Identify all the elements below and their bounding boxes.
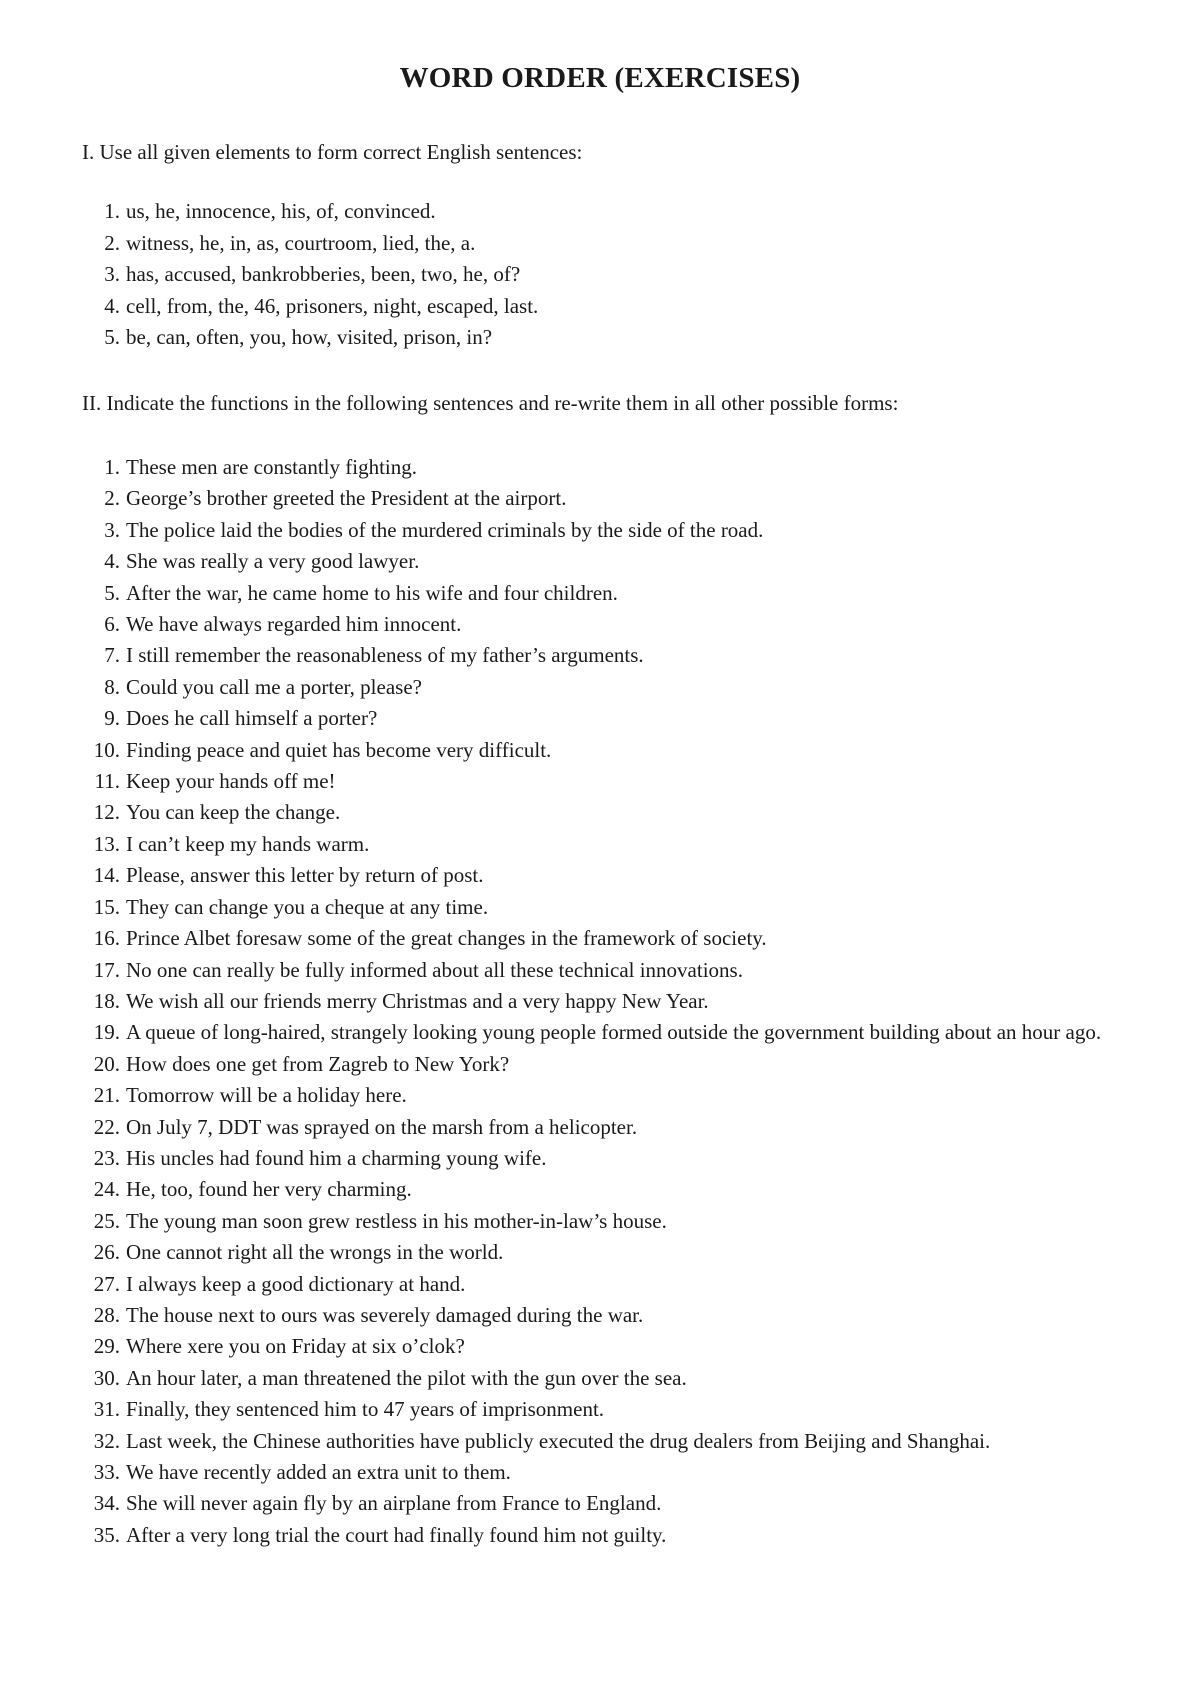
item-text: After a very long trial the court had finally found him not guilty. [126,1522,667,1547]
list-item [90,322,990,354]
item-number: 2. [104,486,120,511]
item-text: Last week, the Chinese authorities have publicly executed the drug dealers from Beijing and Shanghai. [126,1428,991,1453]
item-text: A queue of long-haired, strangely looking young people formed outside the government building about an hour ago. [126,1020,1102,1045]
item-text: How does one get from Zagreb to New York? [126,1051,510,1076]
item-text: You can keep the change. [126,800,341,825]
item-number: 6. [104,612,120,637]
list-item [90,1300,1102,1331]
item-text: witness, he, in, as, courtroom, lied, the, a. [126,230,476,255]
list-item [90,672,1102,703]
item-number: 31. [93,1397,120,1422]
item-number: 1. [104,199,120,223]
item-number: 5. [104,325,120,349]
item-number: 3. [104,262,120,286]
item-number: 33. [93,1460,120,1484]
section-2-heading: II. Indicate the functions in the following sentences and re-write them in all other possible forms: [82,391,899,415]
item-number: 22. [93,1114,120,1139]
list-item [90,578,1102,609]
item-number: 20. [93,1051,120,1076]
item-text: The police laid the bodies of the murdered criminals by the side of the road. [126,517,764,542]
list-item [90,1174,1102,1205]
item-number: 15. [93,894,120,919]
list-item [90,955,1102,986]
item-number: 21. [93,1083,120,1108]
item-text: be, can, often, you, how, visited, prison, in? [126,325,493,349]
item-number: 35. [93,1522,120,1547]
list-item [90,1080,1102,1111]
item-number: 3. [104,517,120,542]
list-item [90,766,1102,797]
list-item [90,1520,1102,1551]
list-item [90,1426,1102,1457]
item-text: They can change you a cheque at any time. [126,894,489,919]
item-text: us, he, innocence, his, of, convinced. [126,199,436,223]
list-item [90,291,990,323]
list-item [90,1237,1102,1268]
item-text: We wish all our friends merry Christmas and a very happy New Year. [126,988,709,1013]
item-number: 24. [93,1177,120,1202]
list-item [90,1112,1102,1143]
item-number: 4. [104,293,120,318]
item-number: 4. [104,549,120,574]
item-text: Tomorrow will be a holiday here. [126,1083,407,1108]
list-item [90,640,1102,671]
item-number: 1. [104,455,120,479]
item-number: 13. [93,831,120,856]
item-text: We have recently added an extra unit to them. [126,1460,511,1484]
list-item [90,196,990,228]
item-text: Prince Albet foresaw some of the great changes in the framework of society. [126,926,767,951]
item-number: 32. [93,1428,120,1453]
list-item [90,923,1102,954]
item-text: I always keep a good dictionary at hand. [126,1271,466,1296]
item-number: 11. [94,769,120,794]
item-number: 5. [104,580,120,605]
item-text: His uncles had found him a charming young wife. [126,1145,547,1170]
item-text: George’s brother greeted the President at the airport. [126,486,567,511]
item-text: He, too, found her very charming. [126,1177,412,1202]
item-number: 12. [93,800,120,825]
item-text: Where xere you on Friday at six o’clok? [126,1334,465,1359]
item-number: 2. [104,230,120,255]
list-item [90,1488,1102,1519]
list-item [90,228,990,260]
list-item [90,1017,1102,1048]
item-number: 16. [93,926,120,951]
list-item [90,735,1102,766]
item-number: 7. [104,643,120,668]
list-item [90,609,1102,640]
item-number: 29. [93,1334,120,1359]
item-text: I still remember the reasonableness of my father’s arguments. [126,643,644,668]
item-text: Keep your hands off me! [126,769,336,794]
list-item [90,1394,1102,1425]
item-text: After the war, he came home to his wife and four children. [126,580,618,605]
section-2-list [90,452,1102,1551]
item-number: 19. [93,1020,120,1045]
item-text: I can’t keep my hands warm. [126,831,370,856]
list-item [90,1363,1102,1394]
item-number: 28. [93,1302,120,1327]
item-number: 17. [93,957,120,982]
list-item [90,1206,1102,1237]
list-item [90,546,1102,577]
item-number: 10. [93,737,120,762]
item-number: 9. [104,706,120,731]
item-text: Finding peace and quiet has become very difficult. [126,737,552,762]
item-text: She will never again fly by an airplane from France to England. [126,1491,662,1516]
list-item [90,986,1102,1017]
item-text: Finally, they sentenced him to 47 years of imprisonment. [126,1397,605,1422]
item-text: The young man soon grew restless in his mother-in-law’s house. [126,1208,667,1233]
item-text: One cannot right all the wrongs in the world. [126,1240,504,1265]
item-text: The house next to ours was severely damaged during the war. [126,1302,644,1327]
list-item [90,703,1102,734]
item-number: 26. [93,1240,120,1265]
item-number: 8. [104,674,120,699]
list-item [90,829,1102,860]
list-item [90,452,1102,483]
item-number: 30. [93,1365,120,1390]
list-item [90,259,990,291]
list-item [90,1143,1102,1174]
section-1-heading: I. Use all given elements to form correct English sentences: [82,140,583,164]
item-text: An hour later, a man threatened the pilot with the gun over the sea. [126,1365,687,1390]
item-text: She was really a very good lawyer. [126,549,420,574]
page-title: WORD ORDER (EXERCISES) [399,62,801,94]
item-number: 18. [93,988,120,1013]
item-number: 34. [93,1491,120,1516]
item-number: 14. [93,863,120,888]
list-item [90,892,1102,923]
item-number: 23. [93,1145,120,1170]
item-text: cell, from, the, 46, prisoners, night, escaped, last. [126,293,539,318]
item-text: No one can really be fully informed about all these technical innovations. [126,957,743,982]
item-text: These men are constantly fighting. [126,455,417,479]
item-text: Does he call himself a porter? [126,706,378,731]
item-text: On July 7, DDT was sprayed on the marsh from a helicopter. [126,1114,638,1139]
item-text: Please, answer this letter by return of post. [126,863,484,888]
list-item [90,483,1102,514]
item-number: 25. [93,1208,120,1233]
list-item [90,1457,1102,1488]
item-text: Could you call me a porter, please? [126,674,422,699]
list-item [90,797,1102,828]
section-1-list [90,196,990,354]
list-item [90,515,1102,546]
item-text: We have always regarded him innocent. [126,612,462,637]
item-text: has, accused, bankrobberies, been, two, he, of? [126,262,521,286]
item-number: 27. [93,1271,120,1296]
list-item [90,1049,1102,1080]
list-item [90,860,1102,891]
list-item [90,1269,1102,1300]
list-item [90,1331,1102,1362]
